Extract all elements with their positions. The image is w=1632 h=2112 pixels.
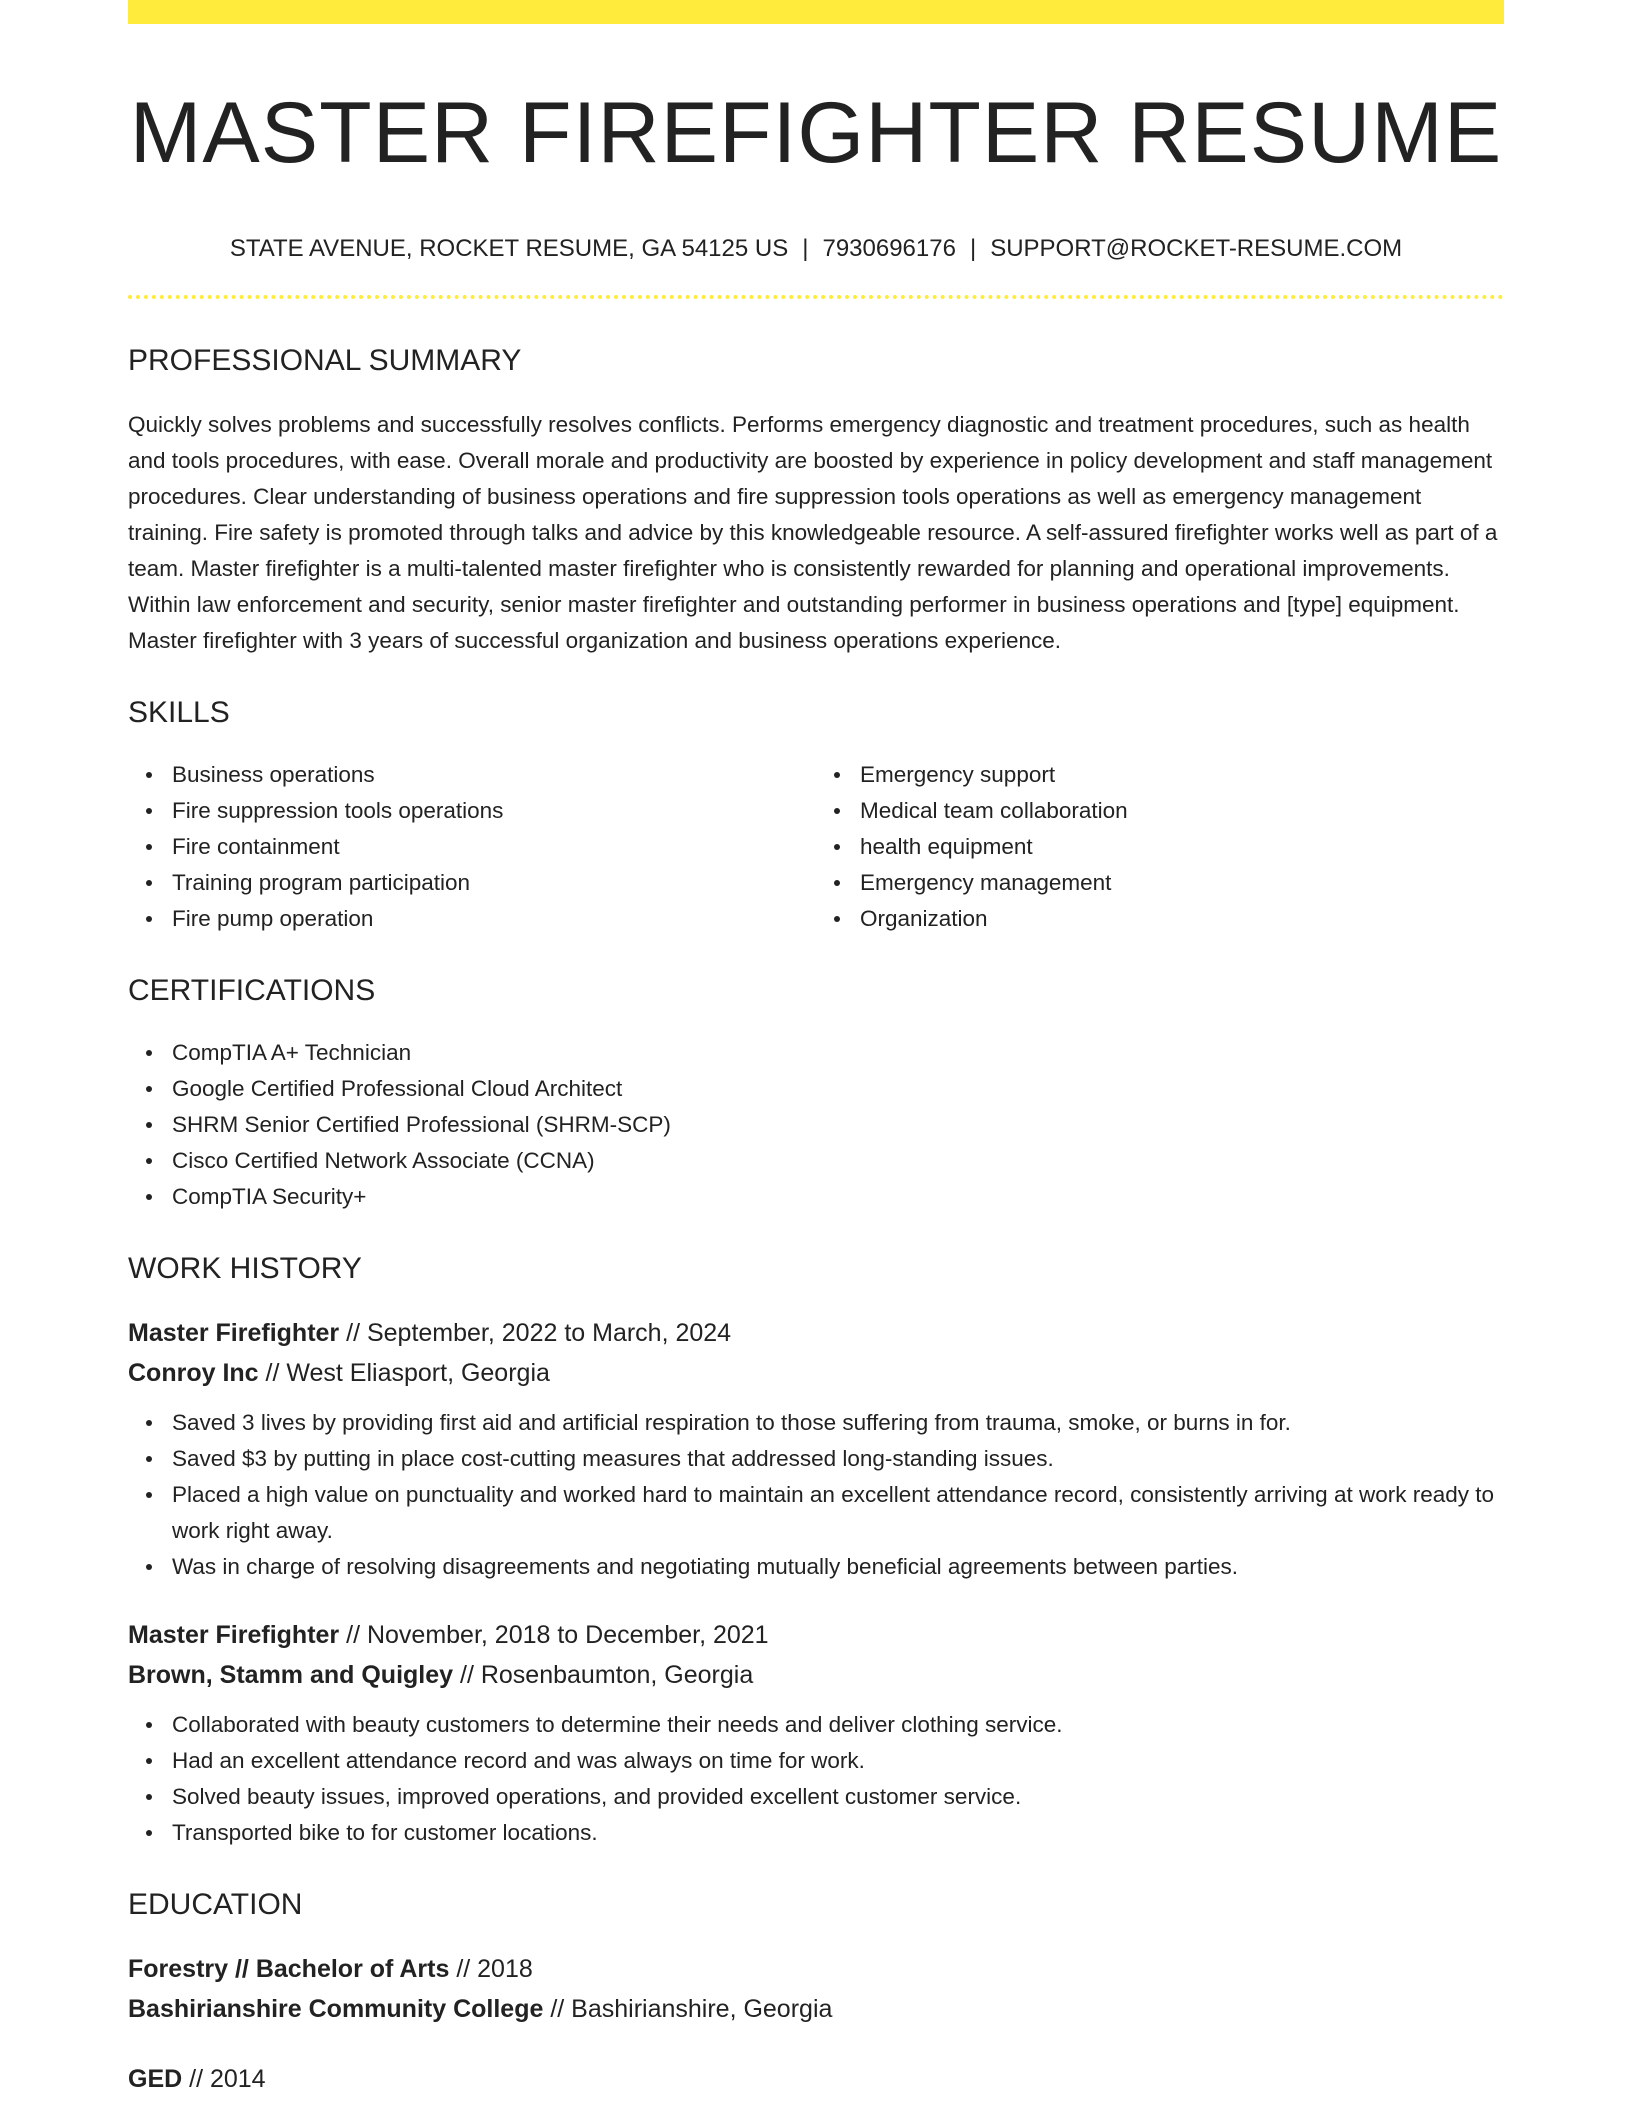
email: SUPPORT@ROCKET-RESUME.COM: [990, 234, 1403, 262]
list-item: Business operations: [172, 757, 816, 793]
summary-heading: PROFESSIONAL SUMMARY: [128, 344, 522, 378]
contact-separator: |: [802, 234, 809, 262]
list-item: CompTIA Security+: [172, 1179, 1504, 1215]
list-item: Collaborated with beauty customers to determine their needs and deliver clothing service.: [172, 1707, 1504, 1743]
list-item: Medical team collaboration: [860, 793, 1504, 829]
certifications-list: [128, 1035, 1504, 1215]
job-company: Brown, Stamm and Quigley: [128, 1661, 454, 1690]
contact-line: [128, 235, 1504, 264]
phone: 7930696176: [822, 234, 956, 262]
job-company-line: [128, 1353, 1504, 1393]
job-title-line: [128, 1313, 1504, 1353]
job-bullets: [128, 1405, 1504, 1585]
list-item: Fire pump operation: [172, 901, 816, 937]
job-dates: // September, 2022 to March, 2024: [339, 1319, 732, 1348]
list-item: Organization: [860, 901, 1504, 937]
job-company-line: [128, 1655, 1504, 1695]
degree: Forestry // Bachelor of Arts: [128, 1955, 450, 1984]
degree-year: // 2018: [449, 1955, 533, 1984]
job-entry: [128, 1313, 1504, 1585]
list-item: SHRM Senior Certified Professional (SHRM-SCP): [172, 1107, 1504, 1143]
job-location: // Rosenbaumton, Georgia: [453, 1661, 754, 1690]
job-entry: [128, 1615, 1504, 1851]
list-item: Saved 3 lives by providing first aid and artificial respiration to those suffering from trauma, smoke, or burns in for.: [172, 1405, 1504, 1441]
list-item: Emergency support: [860, 757, 1504, 793]
education-entry: [128, 2059, 1504, 2099]
degree-line: [128, 2059, 1504, 2099]
list-item: Transported bike to for customer locations.: [172, 1815, 1504, 1851]
resume-title: MASTER FIREFIGHTER RESUME: [129, 85, 1503, 181]
job-title: Master Firefighter: [128, 1621, 340, 1650]
list-item: Training program participation: [172, 865, 816, 901]
skills-heading: SKILLS: [128, 696, 230, 730]
summary-text: Quickly solves problems and successfully resolves conflicts. Performs emergency diagnostic and treatment procedures, such as health and tools procedures, with ease. Overall morale and productivity are boosted by experience in policy development and staff management procedures. Clear understanding of business operations and fire suppression tools operations as well as emergency management training. Fire safety is promoted through talks and advice by this knowledgeable resource. A self-assured firefighter works well as part of a team. Master firefighter is a multi-talented master firefighter who is consistently rewarded for planning and operational improvements. Within law enforcement and security, senior master firefighter and outstanding performer in business operations and [type] equipment. Master firefighter with 3 years of successful organization and business operations experience.: [128, 412, 1498, 654]
skills-column-left: [128, 757, 816, 937]
skills-column-right: [816, 757, 1504, 937]
list-item: Was in charge of resolving disagreements and negotiating mutually beneficial agreements between parties.: [172, 1549, 1504, 1585]
contact-separator: |: [969, 234, 977, 262]
certifications-heading: CERTIFICATIONS: [128, 974, 376, 1008]
degree: GED: [128, 2065, 183, 2094]
list-item: Cisco Certified Network Associate (CCNA): [172, 1143, 1504, 1179]
list-item: Google Certified Professional Cloud Architect: [172, 1071, 1504, 1107]
list-item: Placed a high value on punctuality and worked hard to maintain an excellent attendance record, consistently arriving at work ready to work right away.: [172, 1477, 1504, 1549]
list-item: Fire containment: [172, 829, 816, 865]
list-item: health equipment: [860, 829, 1504, 865]
job-title-line: [128, 1615, 1504, 1655]
education-entry: [128, 1949, 1504, 2029]
job-bullets: [128, 1707, 1504, 1851]
job-dates: // November, 2018 to December, 2021: [339, 1621, 769, 1650]
list-item: Fire suppression tools operations: [172, 793, 816, 829]
degree-line: [128, 1949, 1504, 1989]
school-location: // Bashirianshire, Georgia: [543, 1995, 833, 2024]
skills-list: [128, 757, 1504, 937]
resume-page: [128, 0, 1504, 2099]
work-history-heading: WORK HISTORY: [128, 1252, 362, 1286]
address: STATE AVENUE, ROCKET RESUME, GA 54125 US: [229, 234, 789, 262]
top-accent-bar: [128, 0, 1504, 24]
list-item: Had an excellent attendance record and was always on time for work.: [172, 1743, 1504, 1779]
dotted-divider: [128, 295, 1504, 299]
list-item: Emergency management: [860, 865, 1504, 901]
job-company: Conroy Inc: [128, 1359, 259, 1388]
job-location: // West Eliasport, Georgia: [258, 1359, 550, 1388]
degree-year: // 2014: [182, 2065, 266, 2094]
job-title: Master Firefighter: [128, 1319, 340, 1348]
list-item: Solved beauty issues, improved operations, and provided excellent customer service.: [172, 1779, 1504, 1815]
list-item: CompTIA A+ Technician: [172, 1035, 1504, 1071]
education-heading: EDUCATION: [128, 1888, 303, 1922]
school: Bashirianshire Community College: [128, 1995, 544, 2024]
list-item: Saved $3 by putting in place cost-cutting measures that addressed long-standing issues.: [172, 1441, 1504, 1477]
school-line: [128, 1989, 1504, 2029]
